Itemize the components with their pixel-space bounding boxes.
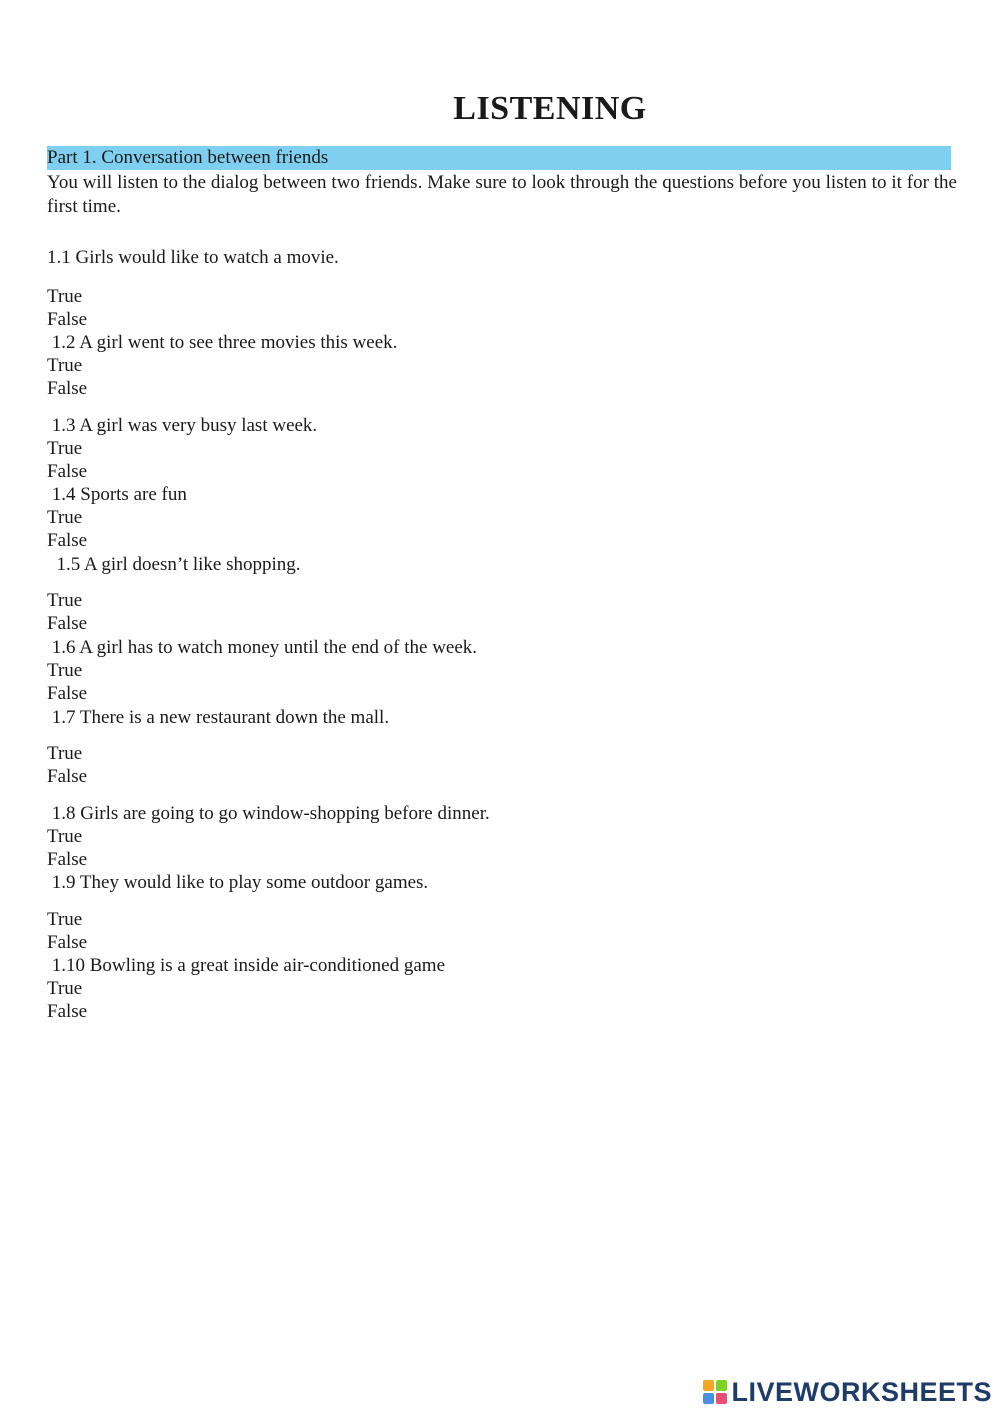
question-text: 1.3 A girl was very busy last week.	[47, 415, 318, 436]
question-text: 1.8 Girls are going to go window-shopping before dinner.	[47, 803, 490, 824]
option-true[interactable]: True	[47, 978, 83, 999]
part-intro: You will listen to the dialog between two friends. Make sure to look through the questions before you listen to it for the first time.	[47, 172, 957, 217]
option-false[interactable]: False	[47, 849, 88, 870]
option-true[interactable]: True	[47, 438, 83, 459]
question-text: 1.7 There is a new restaurant down the mall.	[47, 707, 390, 728]
logo-text: LIVEWORKSHEETS	[731, 1376, 992, 1407]
option-false[interactable]: False	[47, 766, 88, 787]
question-text: 1.6 A girl has to watch money until the end of the week.	[47, 637, 478, 658]
option-false[interactable]: False	[47, 932, 88, 953]
question-text: 1.4 Sports are fun	[47, 484, 187, 505]
option-false[interactable]: False	[47, 461, 88, 482]
option-true[interactable]: True	[47, 660, 83, 681]
option-false[interactable]: False	[47, 378, 88, 399]
option-true[interactable]: True	[47, 743, 83, 764]
option-true[interactable]: True	[47, 286, 83, 307]
page-title: LISTENING	[453, 90, 647, 127]
option-true[interactable]: True	[47, 590, 83, 611]
option-true[interactable]: True	[47, 909, 83, 930]
logo-mark-icon	[703, 1380, 727, 1404]
option-true[interactable]: True	[47, 826, 83, 847]
option-false[interactable]: False	[47, 683, 88, 704]
question-text: 1.1 Girls would like to watch a movie.	[47, 247, 339, 268]
option-false[interactable]: False	[47, 309, 88, 330]
part-heading: Part 1. Conversation between friends	[47, 146, 951, 170]
option-false[interactable]: False	[47, 1001, 88, 1022]
option-false[interactable]: False	[47, 530, 88, 551]
option-true[interactable]: True	[47, 507, 83, 528]
option-true[interactable]: True	[47, 355, 83, 376]
question-text: 1.2 A girl went to see three movies this week.	[47, 332, 398, 353]
option-false[interactable]: False	[47, 613, 88, 634]
question-text: 1.10 Bowling is a great inside air-conditioned game	[47, 955, 445, 976]
question-text: 1.5 A girl doesn’t like shopping.	[47, 554, 301, 575]
question-text: 1.9 They would like to play some outdoor games.	[47, 872, 429, 893]
liveworksheets-logo	[703, 1377, 992, 1407]
